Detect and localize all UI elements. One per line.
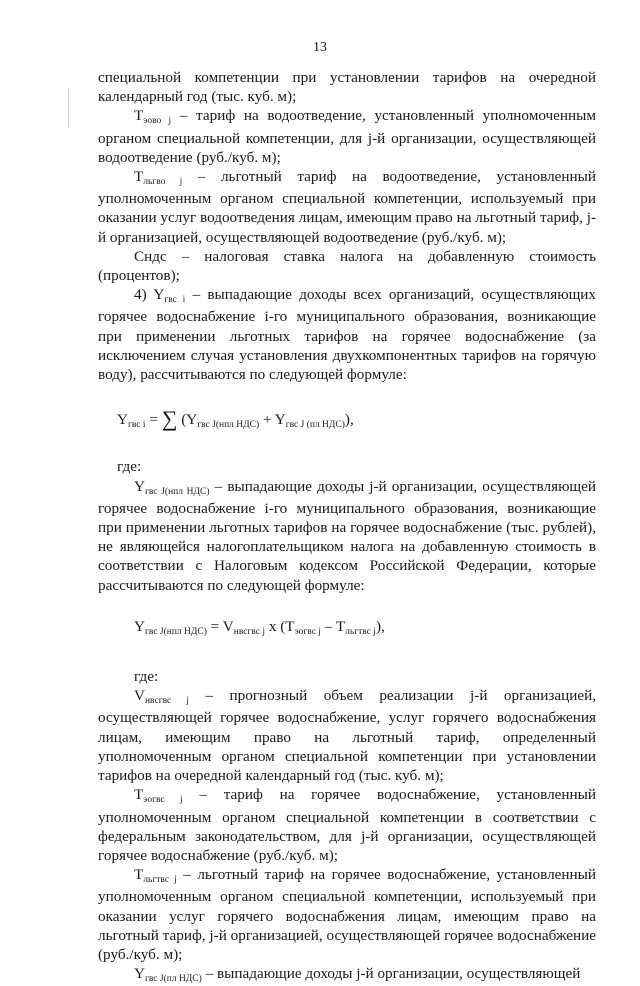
formula-lhs: Y: [134, 617, 145, 635]
symbol-subscript: гвс J(нпл НДС): [144, 486, 210, 497]
formula-equals: =: [145, 411, 162, 429]
formula-term: (Y: [177, 411, 198, 429]
page-number: 13: [313, 40, 327, 55]
definition-text: – льготный тариф на горячее водоснабжение, установленный уполномоченным органом специальной компетенции, используемый при оказании услуг горячего водоснабжения лицам, имеющим право на льготный тариф, j-й организацией, осуществляющей горячее водоснабжение (руб./куб. м);: [98, 866, 596, 963]
definition-text: – льготный тариф на водоотведение, установленный уполномоченным органом специальной компетенции, используемый при оказании услуг водоотведения лицам, имеющим право на льготный тариф, j-й организацией, осуществляющей водоотведение (руб./куб. м);: [98, 168, 597, 246]
definition-y-gvs-npl: [98, 477, 596, 595]
definition-snds: Сндс – налоговая ставка налога на добавленную стоимость (процентов);: [98, 247, 596, 285]
definition-y-gvs-pl: [98, 964, 596, 986]
formula-term-subscript: эогвс j: [294, 626, 321, 637]
margin-mark: [68, 88, 69, 128]
symbol-subscript: гвс i: [164, 295, 186, 306]
definition-text: – выпадающие доходы j-й организации, осуществляющей горячее водоснабжение i-го муниципального образования, возникающие при применении льготных тарифов на горячее водоснабжение (тыс. рублей), не являющейся налогоплательщиком налога на добавленную стоимость в соответствии с Налоговым кодексом Российской Федерации, которые рассчитываются по следующей формуле:: [98, 477, 596, 594]
symbol: Т: [134, 786, 144, 804]
symbol: Y: [134, 477, 145, 495]
definition-t-lgtvs: [98, 865, 596, 964]
definition-v-nvsgvs: [98, 686, 596, 785]
sum-symbol: ∑: [161, 406, 178, 432]
definition-t-eogvs: [98, 785, 596, 865]
symbol-subscript: нвсгвс j: [144, 696, 189, 707]
formula-term: – T: [320, 617, 346, 635]
item-number: 4): [134, 286, 154, 304]
definition-t-lgvo: [98, 167, 596, 247]
formula-2: [134, 617, 596, 639]
formula-close: ),: [344, 411, 354, 429]
formula-term: + Y: [259, 411, 286, 429]
symbol: V: [134, 687, 145, 705]
symbol: Y: [134, 965, 145, 983]
item-4-paragraph: [98, 285, 596, 384]
document-body: [98, 68, 596, 986]
definition-text: – тариф на горячее водоснабжение, установленный уполномоченным органом специальной компетенции в соответствии с федеральным законодательством, для j-й организации, осуществляющей горячее водоснабжение (руб./куб. м);: [98, 786, 597, 864]
symbol: Т: [134, 866, 144, 884]
symbol: Y: [153, 286, 165, 304]
symbol-subscript: эогвс j: [143, 795, 183, 806]
definition-text: – прогнозный объем реализации j-й организацией, осуществляющей горячее водоснабжение, услуг горячего водоснабжения лицам, имеющим право на льготный тариф, определенный уполномоченным органом специальной компетенции при установлении тарифов на очередной календарный год (тыс. куб. м);: [98, 687, 597, 785]
formula-close: ),: [375, 617, 385, 635]
formula-equals: = V: [206, 617, 234, 635]
symbol-subscript: гвс J(пл НДС): [144, 974, 202, 985]
definition-text: – выпадающие доходы j-й организации, осуществляющей: [201, 965, 581, 983]
symbol: Т: [134, 168, 144, 186]
symbol-subscript: эово j: [143, 116, 172, 127]
formula-term: x (T: [265, 617, 295, 635]
paragraph-continuation: специальной компетенции при установлении тарифов на очередной календарный год (тыс. куб. м);: [98, 69, 596, 106]
formula-lhs: Y: [117, 411, 128, 429]
formula-lhs-subscript: гвс i: [127, 420, 146, 431]
formula-lhs-subscript: гвс J(нпл НДС): [144, 626, 207, 637]
formula-1: [117, 407, 596, 432]
definition-text: – тариф на водоотведение, установленный уполномоченным органом специальной компетенции, для j-й организации, осуществляющей водоотведение (руб./куб. м);: [98, 107, 596, 166]
symbol-subscript: льгво j: [143, 177, 183, 188]
formula-term-subscript: гвс J (пл НДС): [285, 420, 345, 431]
formula-term-subscript: льгтвс j: [345, 626, 376, 637]
definition-t-eovo: [98, 106, 596, 167]
formula-term-subscript: нвсгвс j: [233, 626, 266, 637]
definition-text: – выпадающие доходы всех организаций, осуществляющих горячее водоснабжение i-го муниципального образования, возникающие при применении льготных тарифов на горячее водоснабжение (за исключением случая установления двухкомпонентных тарифов на горячую воду), рассчитываются по следующей формуле:: [98, 286, 596, 384]
where-label: где:: [134, 668, 159, 686]
formula-term-subscript: гвс J(нпл НДС): [197, 420, 260, 431]
symbol-subscript: льгтвс j: [143, 875, 177, 886]
where-label: где:: [117, 458, 142, 476]
symbol: Т: [134, 107, 144, 125]
